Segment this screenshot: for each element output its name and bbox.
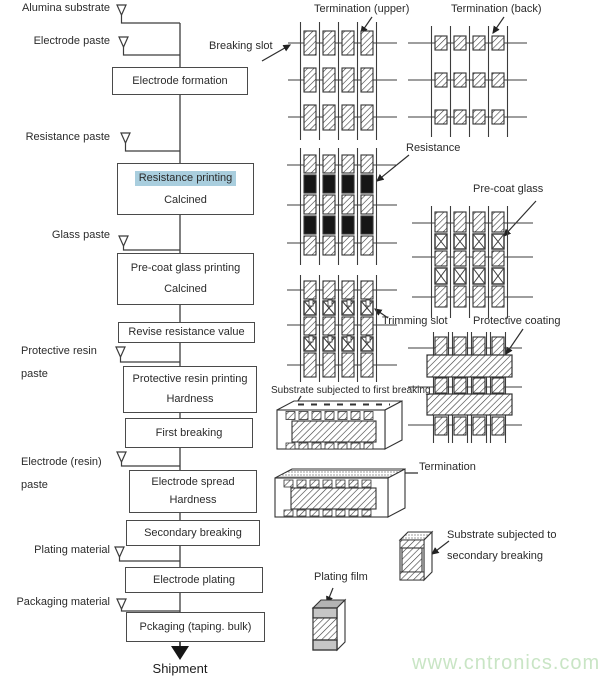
electrode-cell [361,68,373,92]
trimming-slot-notch [347,336,351,342]
electrode-cell [323,105,335,130]
electrode-cell [492,337,504,355]
electrode-cell [361,31,373,55]
trimming-slot-notch [366,336,370,342]
input-funnel-icon [121,133,130,143]
electrode-cell [304,195,316,214]
electrode-cell [323,281,335,299]
electrode-cell [342,317,354,335]
label-line: Substrate subjected to [447,529,557,541]
trimming-slot-notch [309,336,313,342]
protective-coating-arrow [506,329,523,354]
label-line: paste [21,479,48,491]
electrode-cell [323,155,335,173]
step-revise-resistance-value [118,322,255,343]
electrode-cell [473,337,485,355]
input-funnel-icon [119,236,128,246]
resistor-cell [304,175,316,193]
electrode-cell [361,281,373,299]
step-protective-resin-printing [123,366,257,413]
resistor-cell [361,216,373,234]
step-label: Protective resin printing [132,373,248,386]
electrode-cell [492,212,504,232]
resistor-cell [342,175,354,193]
input-label-alumina-substrate: Alumina substrate [21,2,110,14]
electrode-cell [323,195,335,214]
step-precoat-glass-printing [117,253,254,305]
resistor-cell [323,175,335,193]
step-label: Revise resistance value [128,326,245,338]
electrode-cell [473,417,485,435]
electrode-cell [304,281,316,299]
electrode-cell [304,68,316,92]
electrode-cell [435,36,447,50]
step-label: Electrode plating [153,573,235,586]
trimming-slot-notch [328,336,332,342]
electrode-cell [361,236,373,255]
input-label-resistance-paste: Resistance paste [25,131,110,143]
electrode-cell [435,286,447,307]
termination-back-arrow [493,17,504,33]
input-funnel-icon [117,599,126,609]
electrode-cell [492,417,504,435]
electrode-cell [342,105,354,130]
electrode-cell [323,236,335,255]
electrode-cell [473,36,485,50]
electrode-cell [454,251,466,266]
electrode-cell [435,251,447,266]
annotation-termination-upper: Termination (upper) [314,3,410,15]
annotation-substrate-first-breaking: Substrate subjected to first breaking [271,385,431,396]
trimming-slot-notch [309,300,313,306]
electrode-cell [361,353,373,377]
resistance-printing-highlight: Resistance printing [135,171,237,186]
resistor-cell [342,216,354,234]
electrode-cell [361,155,373,173]
electrode-cell [342,155,354,173]
electrode-cell [304,155,316,173]
input-connector [122,462,181,466]
electrode-cell [342,68,354,92]
label-line: Protective resin [21,345,97,357]
step-label: Electrode spread [151,476,235,488]
electrode-cell [454,212,466,232]
step-label: Secondary breaking [144,526,242,539]
electrode-cell [342,281,354,299]
step-label: Pre-coat glass printing [130,262,241,274]
electrode-cell [342,31,354,55]
step-secondary-breaking [126,520,260,546]
input-connector [126,143,181,151]
step-label: Calcined [164,283,207,295]
precoat-glass-arrow [504,201,536,236]
input-connector [122,609,181,611]
step-packaging [126,612,265,642]
electrode-cell [435,110,447,124]
input-connector [124,246,181,250]
input-funnel-icon [116,347,125,357]
input-label-plating-material: Plating material [34,544,110,556]
input-label-protective-resin-paste [21,340,97,386]
shipment-arrow-icon [171,642,189,660]
electrode-cell [304,31,316,55]
electrode-cell [304,317,316,335]
input-label-electrode-resin-paste [21,451,102,497]
label-line: Electrode (resin) [21,456,102,468]
input-funnel-icon [117,5,126,15]
electrode-cell [361,317,373,335]
annotation-termination: Termination [419,461,476,473]
electrode-cell [342,353,354,377]
step-electrode-spread [129,470,257,513]
electrode-cell [323,31,335,55]
step-resistance-printing [117,163,254,215]
annotation-protective-coating: Protective coating [473,315,561,327]
electrode-cell [492,110,504,124]
termination-bar [275,469,405,517]
annotation-termination-back: Termination (back) [451,3,542,15]
resistor-cell [361,175,373,193]
electrode-cell [304,353,316,377]
substrate-first-breaking-bar [277,401,402,449]
annotation-precoat-glass: Pre-coat glass [473,183,544,195]
substrate-secondary-breaking-chip [400,532,432,580]
protective-coating-band [427,355,512,377]
protective-coating-band [427,394,512,415]
electrode-cell [435,417,447,435]
electrode-cell [454,36,466,50]
electrode-cell [435,378,447,393]
step-label: Hardness [169,494,217,506]
input-label-glass-paste: Glass paste [51,229,110,241]
input-label-packaging-material: Packaging material [16,596,110,608]
electrode-cell [304,236,316,255]
step-first-breaking [125,418,253,448]
electrode-cell [323,353,335,377]
electrode-cell [304,105,316,130]
input-connector [122,15,181,23]
electrode-cell [342,236,354,255]
electrode-cell [473,212,485,232]
electrode-cell [435,337,447,355]
trimming-slot-notch [328,300,332,306]
step-electrode-plating [125,567,263,593]
step-label: First breaking [155,426,223,439]
input-funnel-icon [115,547,124,557]
resistor-cell [304,216,316,234]
input-label-electrode-paste: Electrode paste [33,35,110,47]
shipment-label: Shipment [152,661,208,676]
plating-film-chip [313,600,345,650]
trimming-slot-notch [366,300,370,306]
electrode-cell [454,378,466,393]
electrode-cell [473,110,485,124]
step-label: Pckaging (taping. bulk) [139,620,252,633]
electrode-cell [492,286,504,307]
step-electrode-formation [112,67,248,95]
annotation-breaking-slot: Breaking slot [209,40,273,52]
annotation-trimming-slot: Trimming slot [382,315,448,327]
input-connector [121,357,181,362]
electrode-cell [342,195,354,214]
step-label: Hardness [166,392,214,405]
input-funnel-icon [119,37,128,47]
electrode-cell [473,378,485,393]
electrode-cell [454,73,466,87]
electrode-cell [361,105,373,130]
watermark: www.cntronics.com [412,652,600,674]
annotation-plating-film: Plating film [314,571,368,583]
electrode-cell [473,251,485,266]
step-label: Calcined [164,193,207,206]
electrode-cell [492,378,504,393]
electrode-cell [323,317,335,335]
electrode-cell [492,251,504,266]
electrode-cell [473,73,485,87]
annotation-resistance: Resistance [406,142,461,154]
electrode-cell [323,68,335,92]
electrode-cell [454,110,466,124]
annotation-substrate-secondary-breaking [447,525,556,567]
label-line: paste [21,368,48,380]
substrate-grids [287,22,533,443]
electrode-cell [454,417,466,435]
electrode-cell [361,195,373,214]
label-line: secondary breaking [447,550,544,562]
resistor-cell [323,216,335,234]
electrode-cell [473,286,485,307]
electrode-cell [454,286,466,307]
input-connector [120,557,181,561]
resistance-arrow [377,155,409,181]
input-connector [124,47,181,55]
electrode-cell [435,73,447,87]
electrode-cell [492,36,504,50]
input-funnel-icon [117,452,126,462]
electrode-cell [492,73,504,87]
trimming-slot-notch [347,300,351,306]
electrode-cell [435,212,447,232]
electrode-cell [454,337,466,355]
step-label: Electrode formation [132,74,228,87]
